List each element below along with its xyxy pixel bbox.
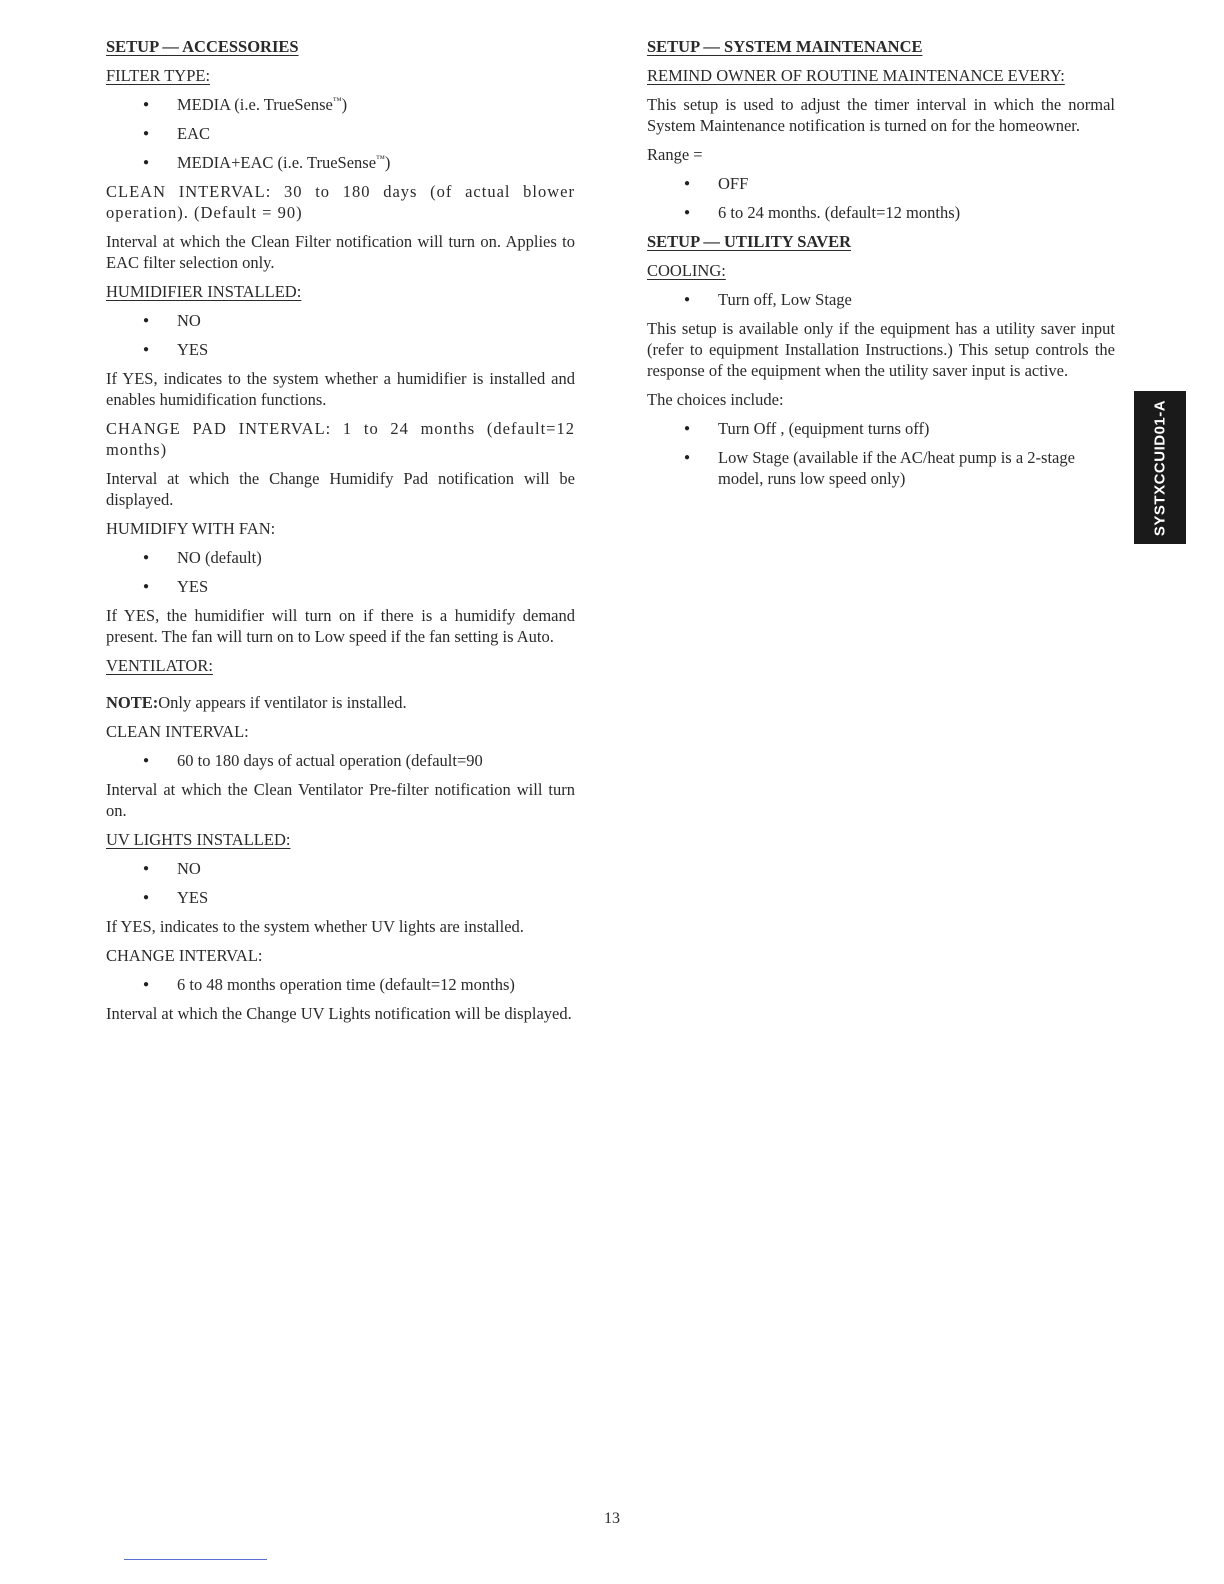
document-id-tab: SYSTXCCUID01-A <box>1134 391 1186 544</box>
filter-type-list <box>106 94 575 173</box>
accessories-heading: SETUP — ACCESSORIES <box>106 37 299 56</box>
uv-label: UV LIGHTS INSTALLED: <box>106 830 291 849</box>
list-item: ● 6 to 24 months. (default=12 months) <box>647 202 1115 223</box>
list-item: ● 6 to 48 months operation time (default=12 months) <box>106 974 575 995</box>
filter-type-label: FILTER TYPE: <box>106 66 211 85</box>
humidifier-label: HUMIDIFIER INSTALLED: <box>106 282 302 301</box>
vent-clean-desc: Interval at which the Clean Ventilator Pre-filter notification will turn on. <box>106 780 575 820</box>
cooling-label: COOLING: <box>647 261 726 280</box>
list-item: ● MEDIA+EAC (i.e. TrueSense™) <box>106 152 575 173</box>
uv-options <box>106 858 575 908</box>
footer-rule <box>124 1559 267 1560</box>
list-item: ● NO (default) <box>106 547 575 568</box>
list-item: ● OFF <box>647 173 1115 194</box>
list-item: ● Low Stage (available if the AC/heat pump is a 2-stage model, runs low speed only) <box>647 447 1115 489</box>
humidify-fan-label: HUMIDIFY WITH FAN: <box>106 519 276 538</box>
utility-desc: This setup is available only if the equipment has a utility saver input (refer to equipment Installation Instructions.) This setup controls the response of the equipment when the utility saver input is active. <box>647 319 1115 380</box>
humidify-fan-desc: If YES, the humidifier will turn on if there is a humidify demand present. The fan will turn on to Low speed if the fan setting is Auto. <box>106 606 575 646</box>
choices-label: The choices include: <box>647 390 784 409</box>
ventilator-note: NOTE:Only appears if ventilator is installed. <box>106 693 407 712</box>
humidifier-options <box>106 310 575 360</box>
clean-interval-desc: Interval at which the Clean Filter notification will turn on. Applies to EAC filter selection only. <box>106 232 575 272</box>
list-item: ● NO <box>106 310 575 331</box>
list-item: ● Turn Off , (equipment turns off) <box>647 418 1115 439</box>
right-column <box>647 36 1115 497</box>
uv-change-desc: Interval at which the Change UV Lights notification will be displayed. <box>106 1004 572 1023</box>
page-number: 13 <box>604 1510 620 1527</box>
humidifier-desc: If YES, indicates to the system whether a humidifier is installed and enables humidification functions. <box>106 369 575 409</box>
list-item: ● YES <box>106 339 575 360</box>
uv-change-label: CHANGE INTERVAL: <box>106 946 263 965</box>
vent-clean-options <box>106 750 575 771</box>
remind-label: REMIND OWNER OF ROUTINE MAINTENANCE EVERY: <box>647 66 1065 85</box>
vent-clean-label: CLEAN INTERVAL: <box>106 722 249 741</box>
range-options <box>647 173 1115 223</box>
uv-change-options <box>106 974 575 995</box>
ventilator-label: VENTILATOR: <box>106 656 213 675</box>
list-item: ● 60 to 180 days of actual operation (default=90 <box>106 750 575 771</box>
uv-desc: If YES, indicates to the system whether UV lights are installed. <box>106 917 524 936</box>
list-item: ● Turn off, Low Stage <box>647 289 1115 310</box>
maintenance-heading: SETUP — SYSTEM MAINTENANCE <box>647 37 923 56</box>
list-item: ● NO <box>106 858 575 879</box>
change-pad-interval: CHANGE PAD INTERVAL: 1 to 24 months (default=12 months) <box>106 419 575 459</box>
humidify-fan-options <box>106 547 575 597</box>
change-pad-desc: Interval at which the Change Humidify Pad notification will be displayed. <box>106 469 575 509</box>
choices-list <box>647 418 1115 489</box>
range-label: Range = <box>647 145 703 164</box>
list-item: ● MEDIA (i.e. TrueSense™) <box>106 94 575 115</box>
left-column <box>106 36 575 1032</box>
clean-interval-text: CLEAN INTERVAL: 30 to 180 days (of actual blower operation). (Default = 90) <box>106 182 575 222</box>
cooling-options <box>647 289 1115 310</box>
list-item: ● YES <box>106 576 575 597</box>
list-item: ● YES <box>106 887 575 908</box>
utility-saver-heading: SETUP — UTILITY SAVER <box>647 232 852 251</box>
list-item: ● EAC <box>106 123 575 144</box>
remind-desc: This setup is used to adjust the timer interval in which the normal System Maintenance notification is turned on for the homeowner. <box>647 95 1115 135</box>
